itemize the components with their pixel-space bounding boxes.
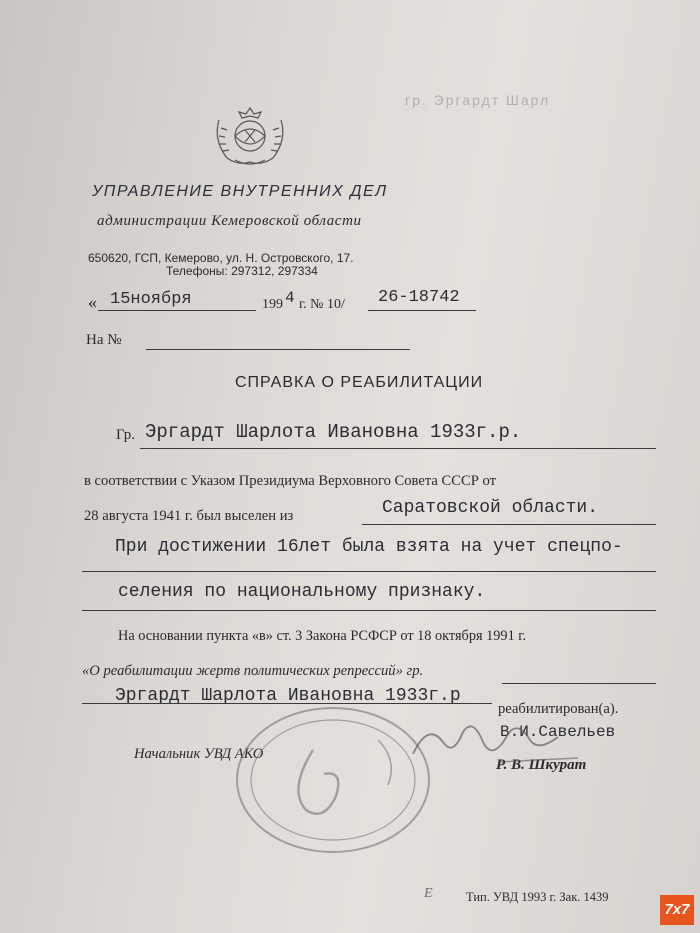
ref-label: На № (86, 332, 122, 348)
person-name: Эргардт Шарлота Ивановна 1933г.р. (145, 421, 522, 443)
footer-mark: Е (424, 886, 433, 901)
person-underline (140, 448, 656, 449)
date-number-label: г. № 10/ (299, 297, 345, 312)
date-underline (98, 310, 256, 311)
org-subtitle: администрации Кемеровской области (97, 213, 362, 229)
deportation-date-text: 28 августа 1941 г. был выселен из (84, 508, 294, 524)
faint-top-text: гр. Эргардт Шарл (405, 92, 551, 108)
footer-print-info: Тип. УВД 1993 г. Зак. 1439 (466, 890, 609, 904)
note-underline-1 (82, 571, 656, 572)
signer-name-handwritten: Р. В. Шкурат (496, 757, 587, 773)
person-repeat: Эргардт Шарлота Ивановна 1933г.р (115, 686, 461, 706)
rehabilitation-status: реабилитирован(а). (498, 701, 619, 717)
basis-text: На основании пункта «в» ст. 3 Закона РСФСР от 18 октября 1991 г. (118, 628, 527, 644)
note-line-2: селения по национальному признаку. (118, 582, 486, 602)
signer-position: Начальник УВД АКО (134, 746, 264, 762)
number-underline (368, 310, 476, 311)
law-text: «О реабилитации жертв политических репрессий» гр. (82, 663, 424, 679)
decree-text: в соответствии с Указом Президиума Верховного Совета СССР от (84, 473, 496, 489)
note-line-1: При достижении 16лет была взята на учет спецпо- (115, 537, 623, 557)
ref-underline (146, 349, 410, 350)
org-phones: Телефоны: 297312, 297334 (166, 264, 318, 278)
deportation-region: Саратовской области. (382, 498, 599, 518)
handwritten-signature (408, 712, 588, 772)
person-prefix: Гр. (116, 427, 135, 443)
org-address: 650620, ГСП, Кемерово, ул. Н. Островского, 17. (88, 251, 354, 265)
org-name: УПРАВЛЕНИЕ ВНУТРЕННИХ ДЕЛ (92, 183, 388, 200)
region-underline (362, 524, 656, 525)
date-year-suffix: 4 (285, 289, 295, 307)
document-title: СПРАВКА О РЕАБИЛИТАЦИИ (235, 374, 484, 391)
note-underline-2 (82, 610, 656, 611)
date-year-prefix: 199 (262, 297, 283, 312)
publisher-badge: 7x7 (660, 895, 694, 925)
coat-of-arms-emblem (205, 100, 295, 170)
signer-name-typed: В.И.Савельев (500, 723, 616, 741)
date-day-month: 15ноября (110, 290, 192, 309)
law-underline (502, 683, 656, 684)
date-quote-open: « (88, 292, 97, 312)
document-number: 26-18742 (378, 288, 460, 307)
